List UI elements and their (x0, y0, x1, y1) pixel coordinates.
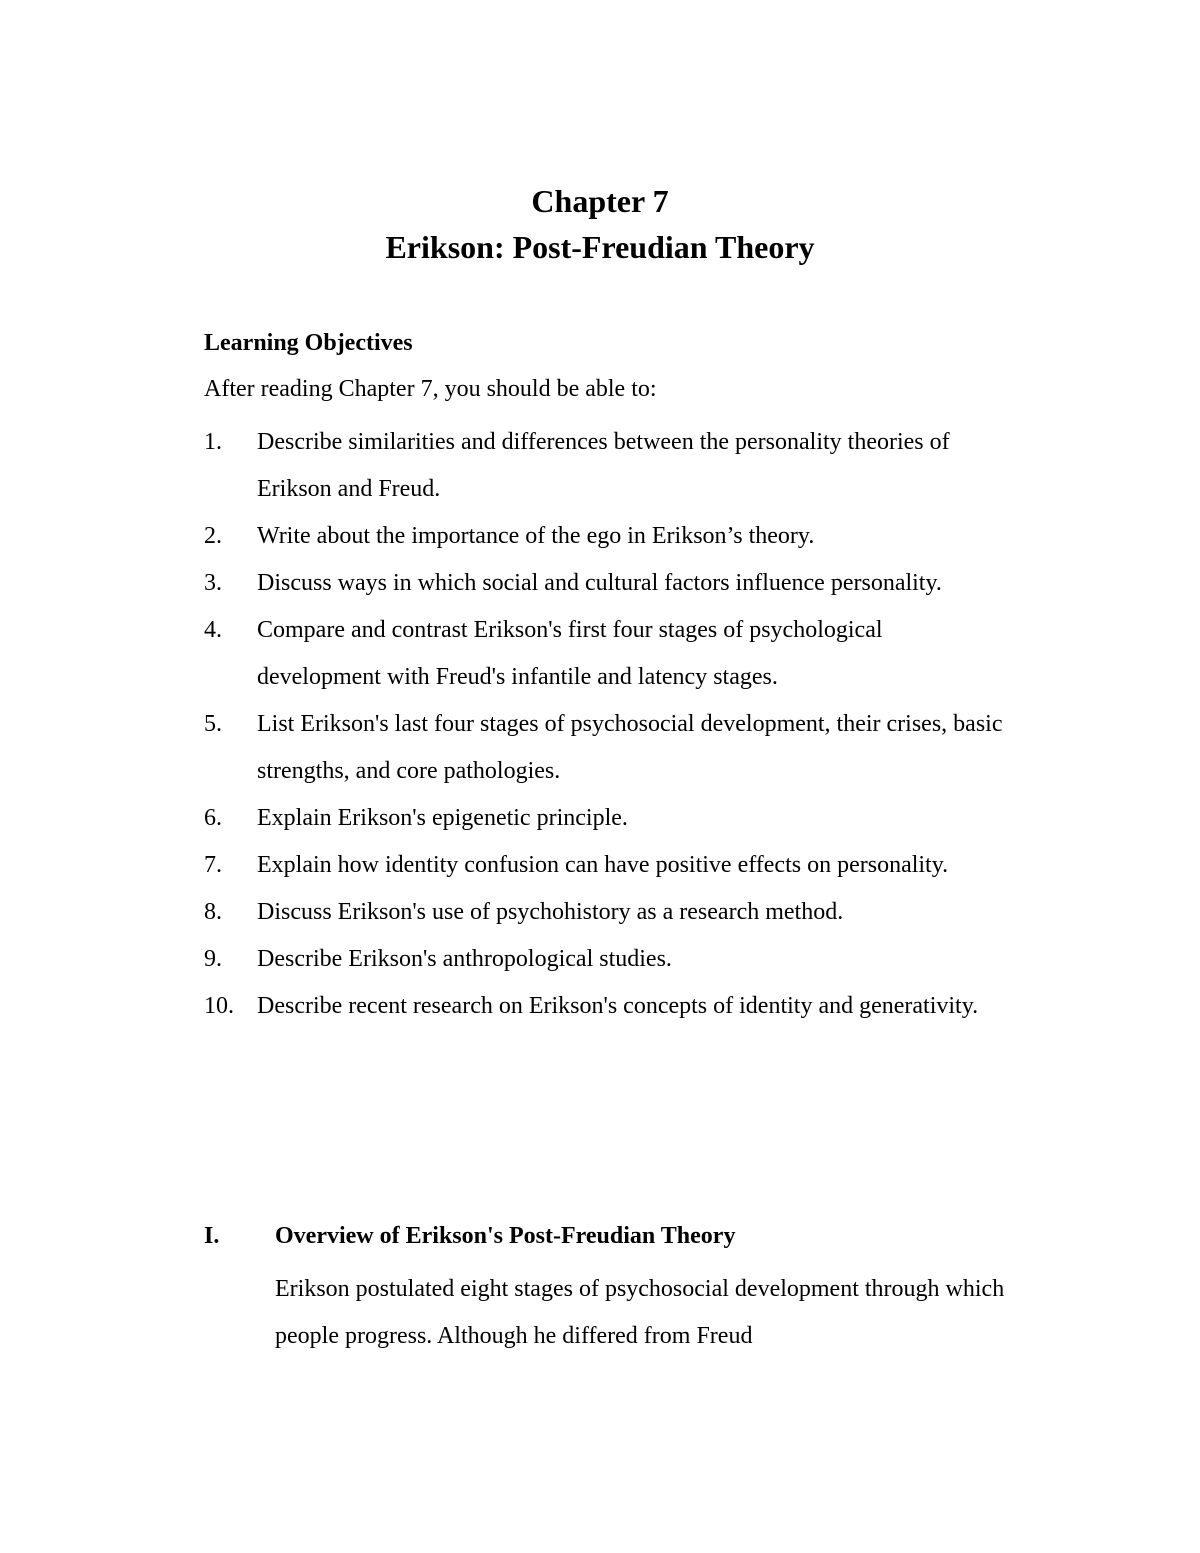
objective-number: 6. (204, 805, 222, 831)
objective-number: 1. (204, 429, 222, 455)
overview-heading: Overview of Erikson's Post-Freudian Theory (275, 1223, 736, 1249)
objective-item (204, 795, 1004, 842)
objective-text: Explain Erikson's epigenetic principle. (257, 805, 628, 831)
chapter-title: Chapter 7 (531, 183, 669, 219)
objective-item (204, 983, 1004, 1030)
overview-heading-row (204, 1219, 1024, 1253)
objective-text: Describe similarities and differences between the personality theories of Erikson and Freud. (257, 429, 950, 502)
objective-item (204, 842, 1004, 889)
section-numeral: I. (204, 1223, 220, 1249)
objective-text: Write about the importance of the ego in Erikson’s theory. (257, 523, 815, 549)
objective-number: 5. (204, 711, 222, 737)
objective-item (204, 701, 1004, 795)
objective-text: Discuss Erikson's use of psychohistory as a research method. (257, 899, 844, 925)
title-block (0, 178, 1200, 270)
overview-section (204, 1219, 1024, 1360)
objective-number: 3. (204, 570, 222, 596)
objective-number: 9. (204, 946, 222, 972)
learning-objectives-heading: Learning Objectives (204, 330, 413, 356)
objective-text: Explain how identity confusion can have positive effects on personality. (257, 852, 949, 878)
objective-item (204, 513, 1004, 560)
overview-paragraph: Erikson postulated eight stages of psychosocial development through which people progress. Although he differed from Freud (275, 1276, 1005, 1349)
objective-text: Compare and contrast Erikson's first four stages of psychological development with Freud's infantile and latency stages. (257, 617, 883, 690)
objective-item (204, 889, 1004, 936)
objective-text: Discuss ways in which social and cultural factors influence personality. (257, 570, 942, 596)
objective-item (204, 936, 1004, 983)
objective-item (204, 419, 1004, 513)
learning-objectives-intro: After reading Chapter 7, you should be able to: (204, 376, 657, 402)
objective-number: 8. (204, 899, 222, 925)
objectives-list (204, 419, 1004, 1030)
objective-number: 4. (204, 617, 222, 643)
objective-item (204, 560, 1004, 607)
objective-number: 2. (204, 523, 222, 549)
objective-text: List Erikson's last four stages of psychosocial development, their crises, basic strengths, and core pathologies. (257, 711, 1003, 784)
chapter-subtitle: Erikson: Post-Freudian Theory (385, 229, 815, 265)
objective-text: Describe recent research on Erikson's concepts of identity and generativity. (257, 993, 979, 1019)
objective-number: 7. (204, 852, 222, 878)
objective-number: 10. (204, 993, 234, 1019)
objective-text: Describe Erikson's anthropological studies. (257, 946, 672, 972)
objective-item (204, 607, 1004, 701)
